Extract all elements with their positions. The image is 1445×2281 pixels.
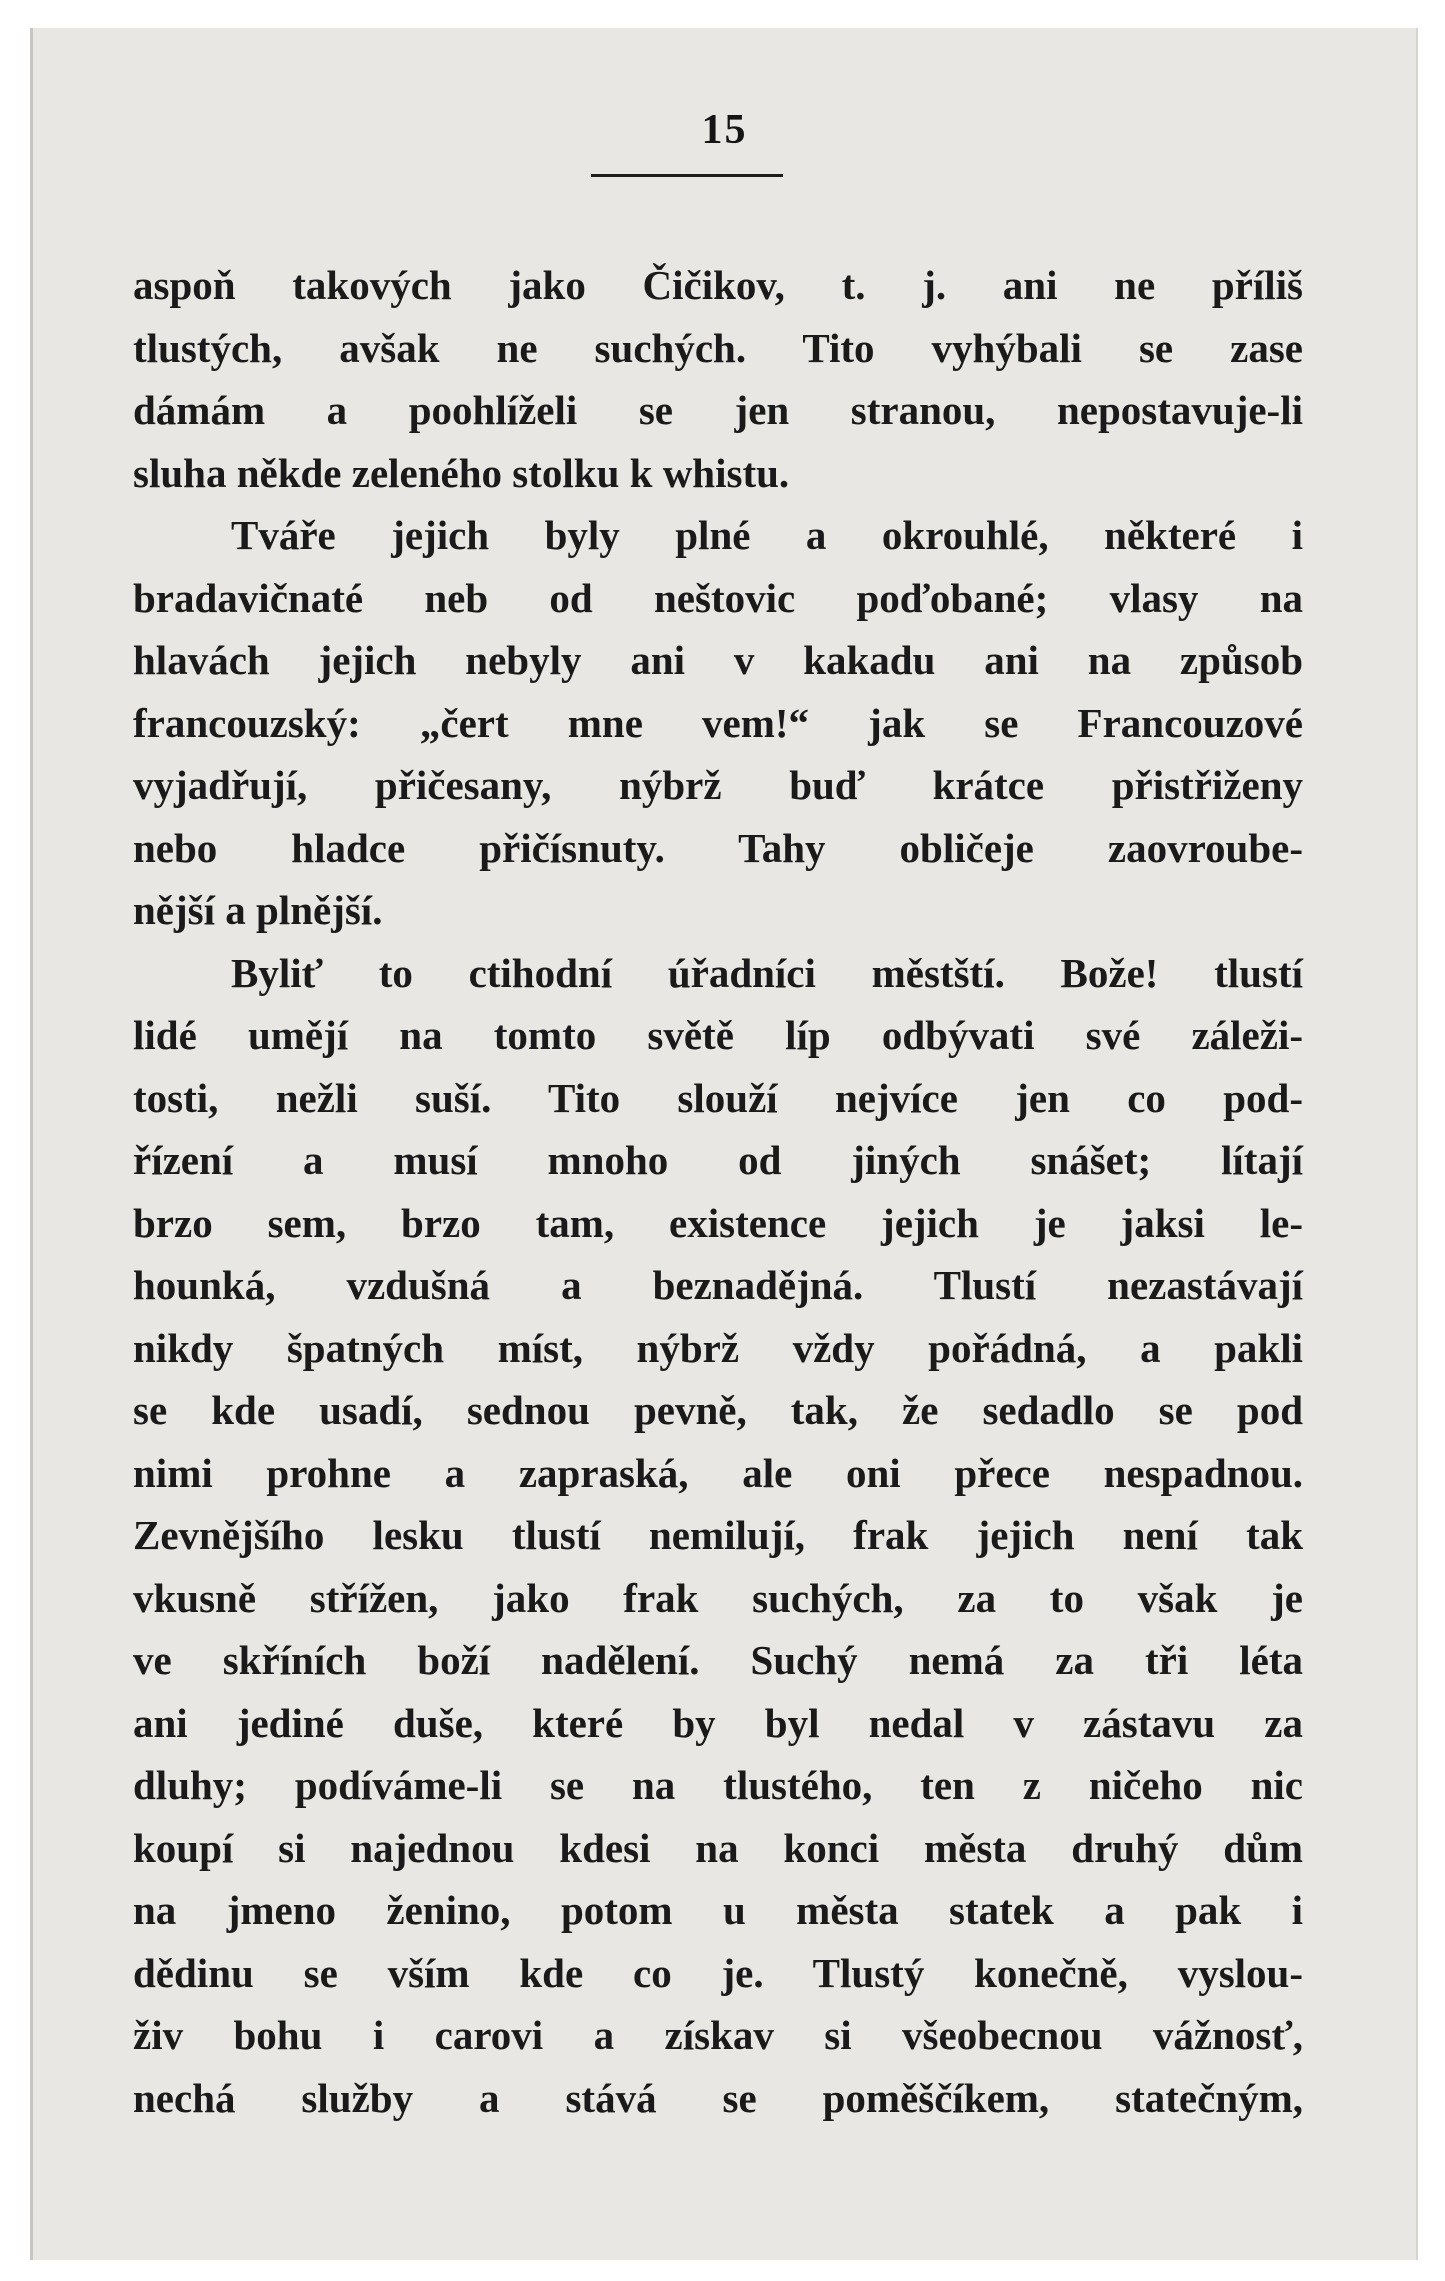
text-line: dluhy; podíváme-li se na tlustého, ten z ničeho nic xyxy=(133,1762,1303,1808)
text-line: na jmeno ženino, potom u města statek a pak i xyxy=(133,1887,1303,1933)
page-number: 15 xyxy=(701,107,748,153)
text-line: tlustých, avšak ne suchých. Tito vyhýbali se zase xyxy=(133,324,1303,371)
text-line: živ bohu i carovi a získav si všeobecnou vážnosť, xyxy=(133,2012,1303,2058)
text-line: se kde usadí, sednou pevně, tak, že sedadlo se pod xyxy=(133,1387,1303,1433)
text-line: nější a plnější. xyxy=(133,887,383,933)
paragraph-start-line: Tváře jejich byly plné a okrouhlé, některé i xyxy=(231,512,1303,558)
text-line: aspoň takových jako Čičikov, t. j. ani ne příliš xyxy=(133,262,1303,308)
text-line: vyjadřují, přičesany, nýbrž buď krátce přistřiženy xyxy=(133,762,1303,808)
text-line: koupí si najednou kdesi na konci města druhý dům xyxy=(133,1824,1303,1871)
text-line: bradavičnaté neb od neštovic poďobané; vlasy na xyxy=(133,574,1303,621)
text-line: dámám a poohlíželi se jen stranou, nepostavuje-li xyxy=(133,387,1303,433)
text-line: dědinu se vším kde co je. Tlustý konečně, vyslou- xyxy=(133,1949,1303,1996)
text-line: ve skříních boží nadělení. Suchý nemá za tři léta xyxy=(133,1637,1303,1683)
text-line: vkusně střížen, jako frak suchých, za to však je xyxy=(133,1574,1303,1621)
text-line: sluha někde zeleného stolku k whistu. xyxy=(133,449,790,496)
paragraph-start-line: Byliť to ctihodní úřadníci městští. Bože! tlustí xyxy=(231,949,1303,996)
text-line: ani jediné duše, které by byl nedal v zástavu za xyxy=(133,1699,1303,1746)
text-line: Zevnějšího lesku tlustí nemilují, frak jejich není tak xyxy=(133,1512,1303,1558)
text-line: nechá služby a stává se poměščíkem, statečným, xyxy=(133,2074,1303,2121)
text-line: hounká, vzdušná a beznadějná. Tlustí nezastávají xyxy=(133,1262,1303,1308)
text-line: brzo sem, brzo tam, existence jejich je jaksi le- xyxy=(133,1199,1303,1246)
text-line: nikdy špatných míst, nýbrž vždy pořádná, a pakli xyxy=(133,1324,1303,1371)
header-rule xyxy=(591,174,783,177)
text-line: hlavách jejich nebyly ani v kakadu ani na způsob xyxy=(133,637,1303,683)
text-line: nebo hladce přičísnuty. Tahy obličeje zaovroube- xyxy=(133,824,1303,871)
body-text xyxy=(133,254,1303,2129)
text-line: tosti, nežli suší. Tito slouží nejvíce jen co pod- xyxy=(133,1074,1303,1121)
text-line: nimi prohne a zapraská, ale oni přece nespadnou. xyxy=(133,1449,1303,1496)
text-line: lidé umějí na tomto světě líp odbývati své záleži- xyxy=(133,1012,1303,1058)
book-page xyxy=(30,28,1418,2260)
text-line: francouzský: „čert mne vem!“ jak se Francouzové xyxy=(133,699,1303,746)
text-line: řízení a musí mnoho od jiných snášet; lítají xyxy=(133,1137,1303,1183)
